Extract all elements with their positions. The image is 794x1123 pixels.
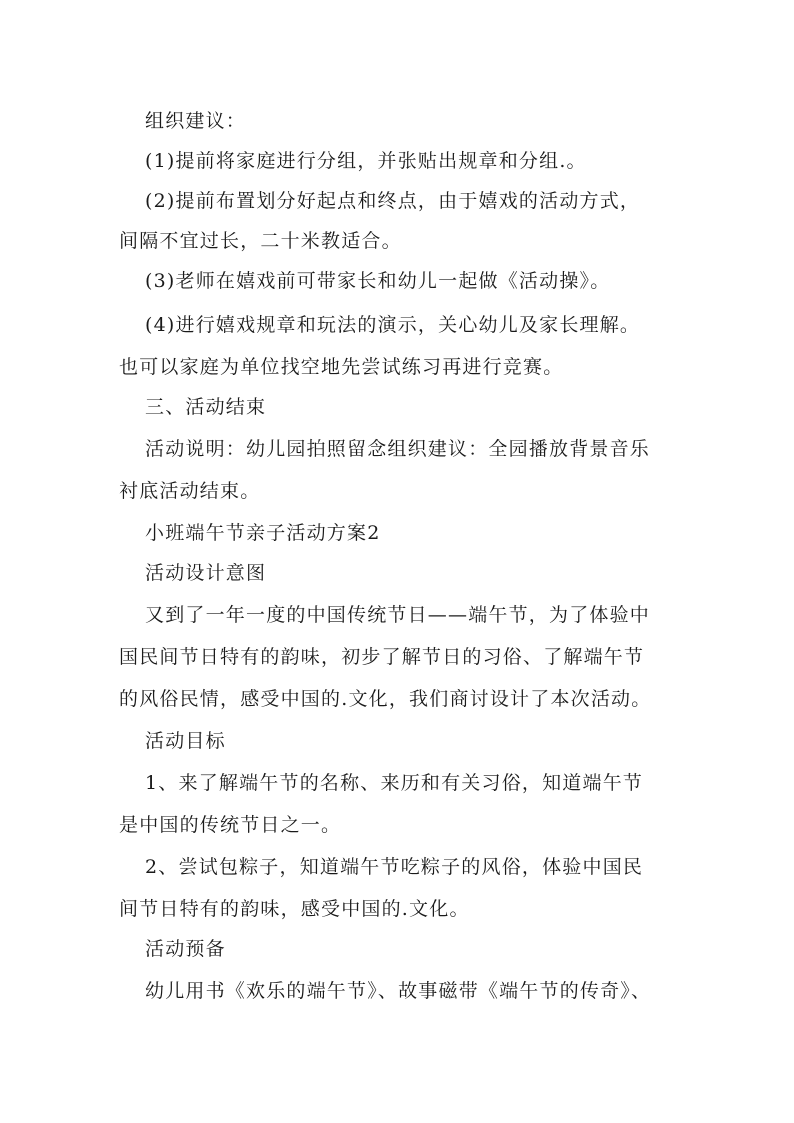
text-line: 间节日特有的韵味，感受中国的.文化。 — [119, 898, 470, 920]
text-line: 组织建议： — [145, 110, 247, 132]
section-heading: 活动设计意图 — [145, 562, 267, 584]
text-line: 活动说明：幼儿园拍照留念组织建议：全园播放背景音乐 — [145, 438, 651, 460]
section-heading: 三、活动结束 — [145, 396, 267, 418]
text-line: 国民间节日特有的韵味，初步了解节日的习俗、了解端午节 — [119, 646, 645, 668]
text-line: 间隔不宜过长，二十米教适合。 — [119, 230, 402, 252]
text-line: (1)提前将家庭进行分组，并张贴出规章和分组.。 — [145, 150, 587, 172]
text-line: (4)进行嬉戏规章和玩法的演示，关心幼儿及家长理解。 — [145, 314, 641, 336]
section-heading: 活动预备 — [145, 938, 226, 960]
text-line: 的风俗民情，感受中国的.文化，我们商讨设计了本次活动。 — [119, 688, 652, 710]
text-line: 衬底活动结束。 — [119, 480, 261, 502]
section-heading: 活动目标 — [145, 730, 226, 752]
text-line: 1、来了解端午节的名称、来历和有关习俗，知道端午节 — [145, 772, 644, 794]
text-line: 2、尝试包粽子，知道端午节吃粽子的风俗，体验中国民 — [145, 856, 644, 878]
text-line: 又到了一年一度的中国传统节日——端午节，为了体验中 — [145, 604, 651, 626]
text-line: 也可以家庭为单位找空地先尝试练习再进行竞赛。 — [119, 356, 564, 378]
section-heading: 小班端午节亲子活动方案2 — [145, 522, 381, 544]
text-line: 幼儿用书《欢乐的端午节》、故事磁带《端午节的传奇》、 — [145, 980, 652, 1002]
text-line: (2)提前布置划分好起点和终点，由于嬉戏的活动方式， — [145, 190, 641, 212]
text-line: 是中国的传统节日之一。 — [119, 814, 342, 836]
text-line: (3)老师在嬉戏前可带家长和幼儿一起做《活动操》。 — [145, 270, 611, 292]
